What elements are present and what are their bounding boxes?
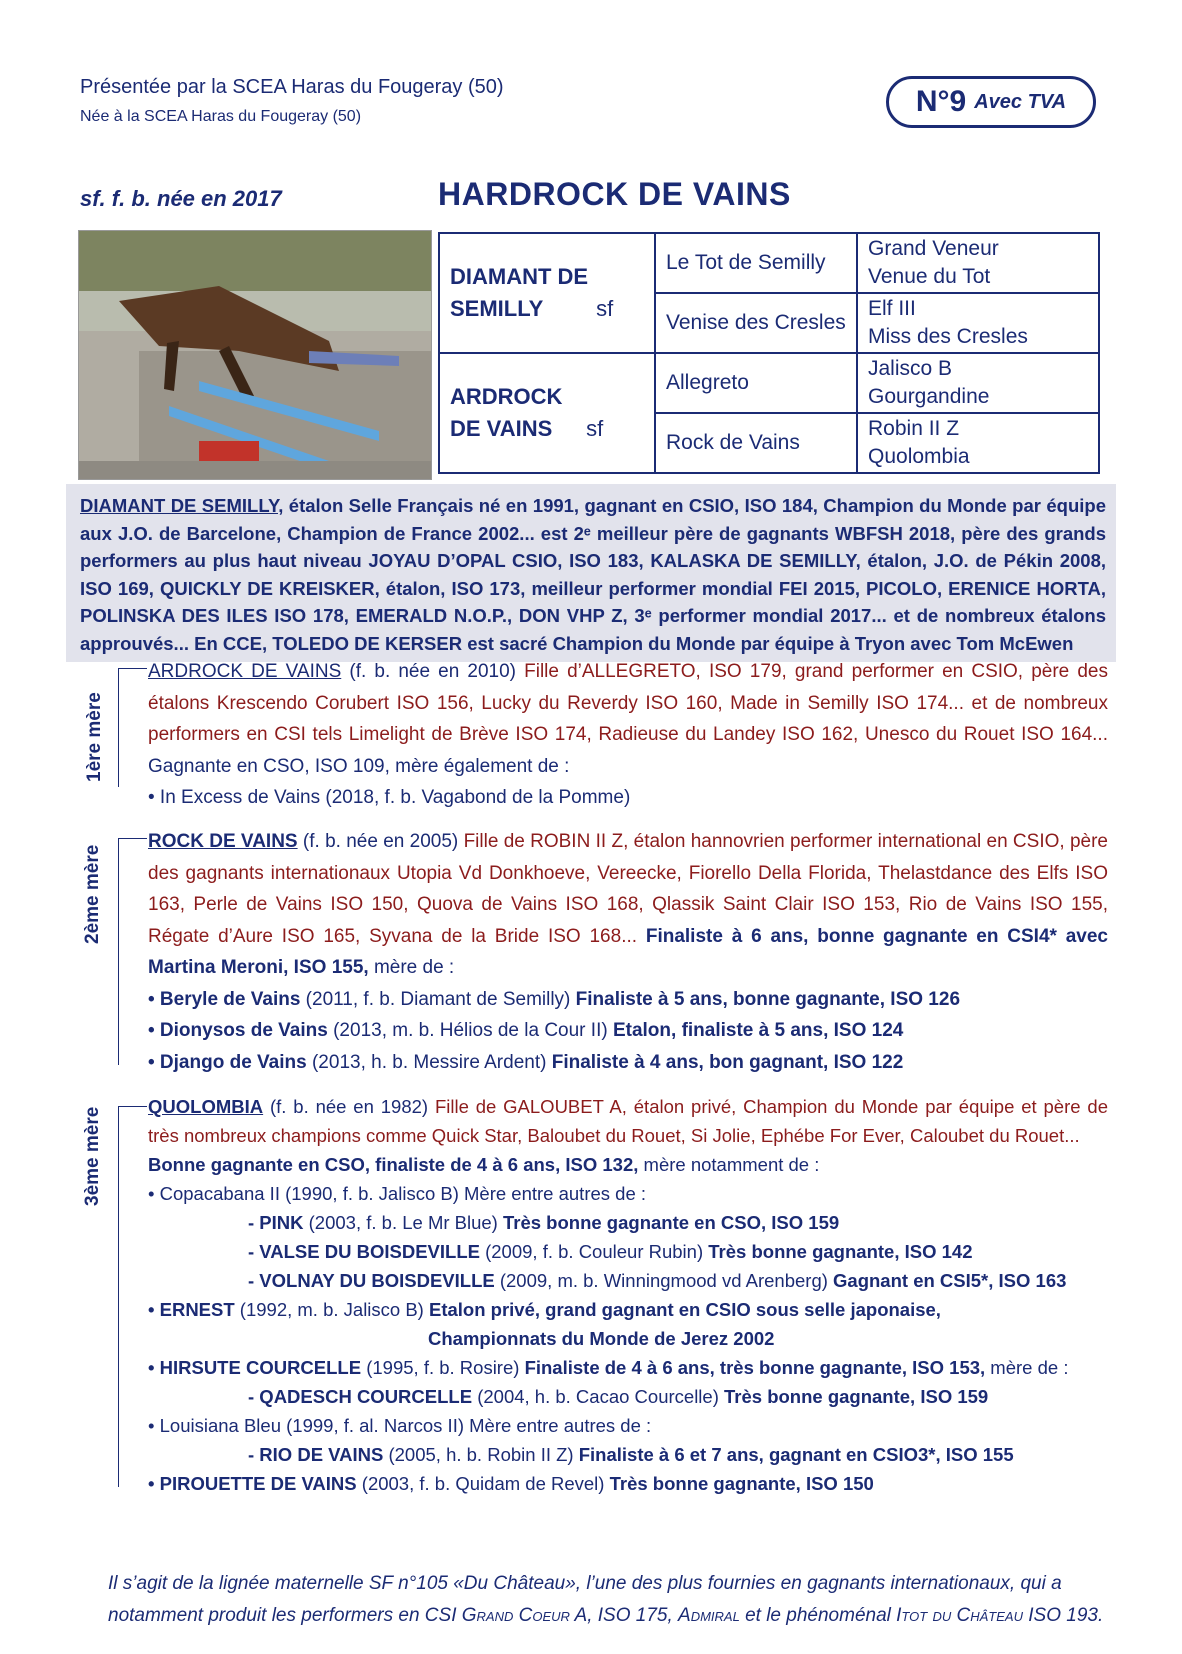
dam2-name: ROCK DE VAINS — [148, 831, 298, 852]
dam3-label: 3ème mère — [82, 1106, 103, 1206]
dam3-performance: Bonne gagnante en CSO, finaliste de 4 à 6 ans, ISO 132, — [148, 1154, 639, 1175]
jumping-horse-image — [79, 231, 431, 479]
grandparent: Miss des Cresles — [868, 325, 1028, 348]
pedigree-sire — [439, 233, 655, 353]
dam-sire: Allegreto — [655, 353, 857, 413]
lot-badge — [886, 76, 1096, 128]
dam2-intro: (f. b. née en 2005) — [297, 831, 464, 852]
dam1-intro: (f. b. née en 2010) — [341, 661, 525, 682]
list-item: - QADESCH COURCELLE (2004, h. b. Cacao Courcelle) Très bonne gagnante, ISO 159 — [248, 1386, 989, 1407]
list-item: • Copacabana II (1990, f. b. Jalisco B) Mère entre autres de : — [148, 1183, 647, 1204]
sire-paragraph — [66, 484, 1116, 657]
dam2-label: 2ème mère — [82, 844, 103, 944]
pedigree-dam — [439, 353, 655, 473]
grandparent: Grand Veneur — [868, 237, 999, 260]
dam1-sire-info: Fille d’ALLEGRETO, ISO 179, grand performer en CSIO, père des étalons Krescendo Corubert ISO 156, Lucky du Reverdy ISO 160, Made in Semilly ISO 174... et de nombreux performers en CSI tels Limelight de Brève ISO 174, Radieuse du Landey ISO 162, Unesco du Rouet ISO 164... — [148, 661, 1108, 745]
grandparent: Robin II Z — [868, 417, 960, 440]
breed-line: sf. f. b. née en 2017 — [80, 186, 282, 211]
horse-name: HARDROCK DE VAINS — [438, 176, 791, 212]
grandparent: Venue du Tot — [868, 265, 991, 288]
pedigree-table — [438, 232, 1100, 474]
sire-sire-parents — [857, 233, 1099, 293]
dam3-intro: (f. b. née en 1982) — [263, 1096, 435, 1117]
list-item: • Dionysos de Vains (2013, m. b. Hélios de la Cour II) Etalon, finaliste à 5 ans, ISO 124 — [148, 1020, 904, 1041]
list-item: - VALSE DU BOISDEVILLE (2009, f. b. Couleur Rubin) Très bonne gagnante, ISO 142 — [248, 1241, 973, 1262]
grandparent: Jalisco B — [868, 357, 953, 380]
list-item-continuation: Championnats du Monde de Jerez 2002 — [428, 1328, 775, 1349]
dam-dam: Rock de Vains — [655, 413, 857, 473]
sire-text-body: étalon Selle Français né en 1991, gagnant en CSIO, ISO 184, Champion du Monde par équipe aux J.O. de Barcelone, Champion de France 2002... est 2ᵉ meilleur père de gagnants WBFSH 2018, père des grands performers au plus haut niveau JOYAU D’OPAL CSIO, ISO 183, KALASKA DE SEMILLY, étalon, J.O. de Pékin 2008, ISO 169, QUICKLY DE KREISKER, étalon, ISO 173, meilleur performer mondial FEI 2015, PICOLO, ERENICE HORTA, POLINSKA DES ILES ISO 178, EMERALD N.O.P., DON VHP Z, 3ᵉ performer mondial 2017... et de nombreux étalons approuvés... En CCE, TOLEDO DE KERSER est sacré Champion du Monde par équipe à Tryon avec Tom McEwen — [80, 495, 1106, 654]
grandparent: Quolombia — [868, 445, 970, 468]
list-item: - VOLNAY DU BOISDEVILLE (2009, m. b. Winningmood vd Arenberg) Gagnant en CSI5*, ISO 163 — [248, 1270, 1067, 1291]
dam3-sire-info: Fille de GALOUBET A, étalon privé, Champion du Monde par équipe et père de très nombreux champions comme Quick Star, Baloubet du Rouet, Si Jolie, Ephébe For Ever, Caloubet du Rouet... — [148, 1096, 1108, 1146]
dam2-performance: Finaliste à 6 ans, bonne gagnante en CSI4* avec Martina Meroni, ISO 155, — [148, 925, 1108, 978]
dam-sire-parents — [857, 353, 1099, 413]
sire-sire: Le Tot de Semilly — [655, 233, 857, 293]
dam2-tail: mère de : — [368, 957, 455, 978]
dam1-bracket — [118, 668, 147, 787]
lot-number: N°9 — [915, 85, 967, 118]
horse-photo — [78, 230, 432, 480]
list-item: • PIROUETTE DE VAINS (2003, f. b. Quidam de Revel) Très bonne gagnante, ISO 150 — [148, 1473, 874, 1494]
dam1-section — [148, 656, 1108, 814]
born-at: Née à la SCEA Haras du Fougeray (50) — [80, 108, 362, 125]
grandparent: Elf III — [868, 297, 916, 320]
dam1-name: ARDROCK DE VAINS — [148, 661, 342, 682]
dam2-bracket — [118, 838, 147, 1065]
sire-name: DIAMANT DE SEMILLY — [450, 264, 589, 321]
list-item: • Beryle de Vains (2011, f. b. Diamant de Semilly) Finaliste à 5 ans, bonne gagnante, ISO 126 — [148, 988, 961, 1010]
list-item: - RIO DE VAINS (2005, h. b. Robin II Z) Finaliste à 6 et 7 ans, gagnant en CSIO3*, ISO 155 — [248, 1444, 1014, 1465]
lot-vat: Avec TVA — [974, 90, 1067, 113]
dam1-tail: Gagnante en CSO, ISO 109, mère également de : — [148, 755, 570, 777]
list-item: • ERNEST (1992, m. b. Jalisco B) Etalon privé, grand gagnant en CSIO sous selle japonaise, — [148, 1299, 941, 1320]
sire-dam-parents — [857, 293, 1099, 353]
dam2-section — [148, 826, 1108, 1078]
dam1-label: 1ère mère — [84, 692, 105, 782]
dam-name: ARDROCK DE VAINS — [450, 384, 563, 441]
list-item: • HIRSUTE COURCELLE (1995, f. b. Rosire) Finaliste de 4 à 6 ans, très bonne gagnante, ISO 153, mère de : — [148, 1357, 1069, 1378]
dam-dam-parents — [857, 413, 1099, 473]
footer-note: Il s’agit de la lignée maternelle SF n°105 «Du Château», l’une des plus fournies en gagnants internationaux, qui a notamment produit les performers en CSI Grand Coeur A, ISO 175, Admiral et le phénoménal Itot du Château ISO 193. — [108, 1573, 1104, 1626]
sire-suffix: sf — [596, 296, 614, 321]
sire-text-name: DIAMANT DE SEMILLY, — [80, 495, 284, 516]
dam-suffix: sf — [586, 416, 604, 441]
sire-description — [66, 484, 1116, 662]
grandparent: Gourgandine — [868, 385, 990, 408]
presented-by: Présentée par la SCEA Haras du Fougeray (50) — [80, 76, 504, 98]
dam3-section — [148, 1092, 1108, 1498]
dam3-name: QUOLOMBIA — [148, 1096, 264, 1117]
dam2-sire-info: Fille de ROBIN II Z, étalon hannovrien performer international en CSIO, père des gagnants internationaux Utopia Vd Donkhoeve, Vereecke, Fiorello Della Florida, Thelastdance des Elfs ISO 163, Perle de Vains ISO 150, Quova de Vains ISO 168, Qlassik Saint Clair ISO 153, Rio de Vains ISO 155, Régate d’Aure ISO 165, Syvana de la Bride ISO 168... — [148, 831, 1108, 947]
sire-dam: Venise des Cresles — [655, 293, 857, 353]
dam3-tail: mère notamment de : — [638, 1154, 820, 1175]
dam3-bracket — [118, 1106, 147, 1487]
list-item: - PINK (2003, f. b. Le Mr Blue) Très bonne gagnante en CSO, ISO 159 — [248, 1212, 840, 1233]
list-item: • In Excess de Vains (2018, f. b. Vagabond de la Pomme) — [148, 787, 631, 808]
list-item: • Louisiana Bleu (1999, f. al. Narcos II) Mère entre autres de : — [148, 1415, 652, 1436]
list-item: • Django de Vains (2013, h. b. Messire Ardent) Finaliste à 4 ans, bon gagnant, ISO 122 — [148, 1051, 904, 1073]
